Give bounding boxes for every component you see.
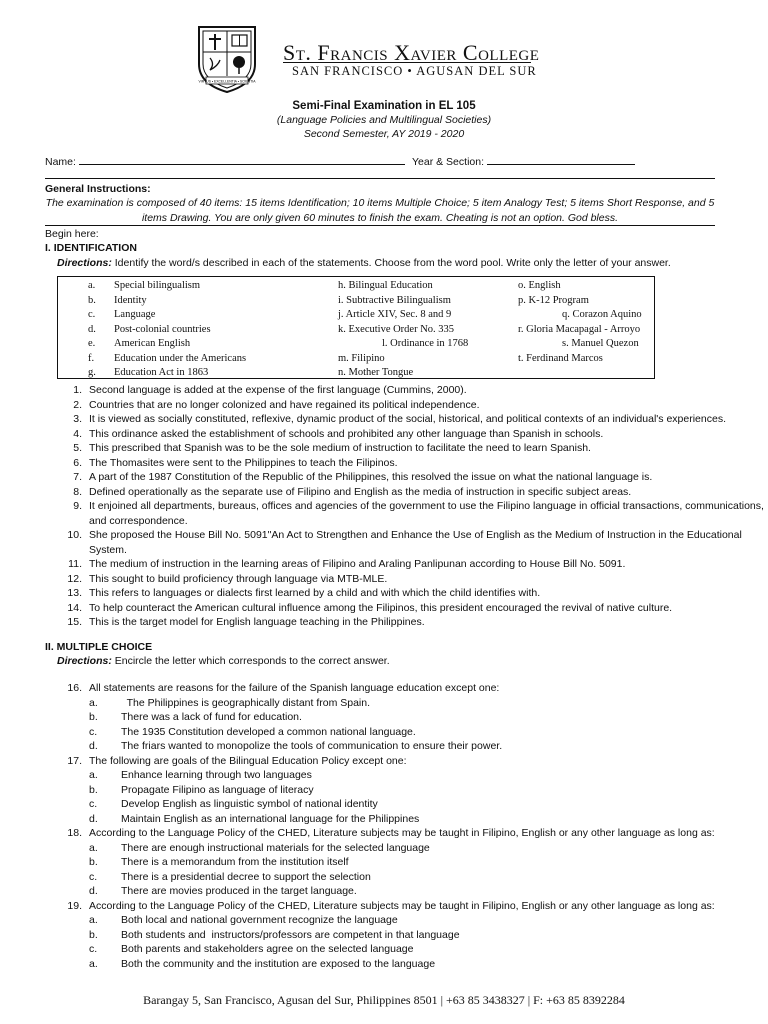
footer-address: Barangay 5, San Francisco, Agusan del Sur, Philippines 8501 | +63 85 3438327 | F: +63 85 8392284 bbox=[143, 993, 625, 1007]
item-text: According to the Language Policy of the CHED, Literature subjects may be taught in Filipino, English or any other language as long as: bbox=[89, 899, 715, 912]
item-number: 6. bbox=[73, 456, 82, 469]
question-item bbox=[57, 681, 715, 754]
word-pool-item bbox=[518, 352, 642, 367]
word-pool-letter: e. bbox=[88, 338, 96, 349]
college-location: SAN FRANCISCO • AGUSAN DEL SUR bbox=[292, 64, 537, 78]
item-text: According to the Language Policy of the CHED, Literature subjects may be taught in Filipino, English or any other language as long as: bbox=[89, 827, 715, 839]
item-number: 10. bbox=[67, 529, 82, 541]
item-number: 7. bbox=[73, 471, 82, 483]
answer-option[interactable] bbox=[89, 768, 715, 783]
option-text: There was a lack of fund for education. bbox=[121, 711, 302, 723]
word-pool-item bbox=[88, 294, 246, 309]
word-pool-item bbox=[518, 294, 642, 309]
word-pool-text: m. Filipino bbox=[338, 352, 385, 364]
word-pool-letter: d. bbox=[88, 323, 96, 335]
year-section-field bbox=[412, 154, 635, 168]
option-text: Develop English as linguistic symbol of national identity bbox=[121, 798, 378, 810]
word-pool-text: Language bbox=[114, 309, 156, 320]
item-text: This is the target model for English language teaching in the Philippines. bbox=[89, 616, 425, 628]
item-number: 16. bbox=[67, 682, 82, 694]
question-item bbox=[57, 456, 768, 471]
exam-term: Second Semester, AY 2019 - 2020 bbox=[303, 128, 465, 140]
option-text: Propagate Filipino as language of literacy bbox=[121, 783, 314, 796]
option-letter[interactable]: b. bbox=[89, 856, 98, 868]
word-pool-text: Education Act in 1863 bbox=[114, 367, 209, 378]
multiple-choice-items bbox=[57, 681, 715, 971]
answer-option[interactable] bbox=[89, 725, 715, 740]
word-pool-text: q. Corazon Aquino bbox=[562, 309, 642, 320]
item-number: 9. bbox=[73, 500, 82, 512]
word-pool-item bbox=[338, 337, 468, 352]
option-text: There are enough instructional materials for the selected language bbox=[121, 841, 430, 854]
answer-option[interactable] bbox=[89, 841, 715, 856]
word-pool-item bbox=[88, 323, 246, 338]
exam-subtitle: (Language Policies and Multilingual Societies) bbox=[276, 114, 492, 126]
word-pool-text: Special bilingualism bbox=[114, 280, 201, 291]
svg-text:VIRTUS • EXCELLENTIA • SCIENTI: VIRTUS • EXCELLENTIA • SCIENTIA bbox=[198, 79, 256, 84]
item-text: The medium of instruction in the learning areas of Filipino and Araling Panlipunan according to House Bill No. 5091. bbox=[89, 558, 626, 570]
directions-label: Directions: bbox=[57, 655, 112, 667]
question-item bbox=[57, 586, 768, 601]
item-text: This sought to build proficiency through language via MTB-MLE. bbox=[89, 572, 388, 585]
general-instructions-heading: General Instructions: bbox=[45, 183, 151, 195]
word-pool-text: Education under the Americans bbox=[114, 352, 247, 364]
word-pool-text: s. Manuel Quezon bbox=[562, 338, 639, 349]
option-letter[interactable]: a. bbox=[89, 957, 98, 970]
word-pool-item bbox=[88, 308, 246, 323]
question-item bbox=[57, 826, 715, 899]
question-item bbox=[57, 528, 768, 557]
item-text: It enjoined all departments, bureaus, offices and agencies of the government to use the Filipino language in official transactions, communications, and correspondence. bbox=[89, 500, 764, 527]
word-pool-item bbox=[338, 366, 468, 379]
item-text: This ordinance asked the establishment of schools and prohibited any other language than Spanish in schools. bbox=[89, 427, 604, 440]
answer-option[interactable] bbox=[89, 942, 715, 957]
question-item bbox=[57, 499, 768, 528]
header-rule bbox=[283, 62, 531, 63]
word-pool-column bbox=[88, 279, 246, 379]
divider bbox=[45, 225, 715, 226]
option-text: Both parents and stakeholders agree on the selected language bbox=[121, 943, 414, 955]
word-pool-text: j. Article XIV, Sec. 8 and 9 bbox=[338, 309, 452, 320]
item-text: This refers to languages or dialects first learned by a child and with which the child identifies with. bbox=[89, 587, 541, 599]
item-number: 13. bbox=[67, 587, 82, 599]
word-pool-letter: f. bbox=[88, 352, 95, 364]
item-text: Defined operationally as the separate use of Filipino and English as the media of instruction in specific subject areas. bbox=[89, 485, 632, 498]
item-number: 3. bbox=[73, 413, 82, 425]
word-pool-column bbox=[338, 279, 468, 379]
answer-option[interactable] bbox=[89, 812, 715, 827]
word-pool-item bbox=[518, 323, 642, 338]
year-section-label: Year & Section: bbox=[412, 156, 484, 168]
question-item bbox=[57, 412, 768, 427]
item-number: 4. bbox=[73, 427, 82, 440]
word-pool-text: Identity bbox=[114, 294, 147, 306]
document-header bbox=[0, 0, 768, 100]
word-pool-item bbox=[338, 294, 468, 309]
word-pool-text: t. Ferdinand Marcos bbox=[518, 352, 603, 364]
question-item bbox=[57, 615, 768, 630]
question-item bbox=[57, 557, 768, 572]
answer-option[interactable] bbox=[89, 797, 715, 812]
option-letter[interactable]: a. bbox=[89, 769, 98, 781]
word-pool-item bbox=[338, 279, 468, 294]
answer-option[interactable] bbox=[89, 913, 715, 928]
directions-label: Directions: bbox=[57, 257, 112, 269]
word-pool-letter: b. bbox=[88, 294, 96, 306]
item-text: Countries that are no longer colonized and have regained its political independence. bbox=[89, 398, 480, 411]
answer-option[interactable] bbox=[89, 710, 715, 725]
answer-option[interactable] bbox=[89, 928, 715, 943]
word-pool-text: l. Ordinance in 1768 bbox=[382, 338, 469, 349]
college-name: St. Francis Xavier College bbox=[283, 40, 540, 65]
word-pool-item bbox=[88, 337, 246, 352]
word-pool-item bbox=[518, 337, 642, 352]
item-number: 17. bbox=[67, 754, 82, 767]
name-field bbox=[45, 154, 405, 168]
word-pool-text: i. Subtractive Bilingualism bbox=[338, 294, 451, 306]
option-text: The Philippines is geographically distant from Spain. bbox=[121, 696, 371, 709]
option-letter[interactable]: c. bbox=[89, 798, 98, 810]
option-text: Maintain English as an international language for the Philippines bbox=[121, 812, 420, 825]
section-identification-directions bbox=[57, 257, 671, 269]
option-text: The 1935 Constitution developed a common national language. bbox=[121, 725, 416, 738]
item-number: 11. bbox=[68, 558, 82, 570]
word-pool-column bbox=[518, 279, 642, 366]
option-letter[interactable]: b. bbox=[89, 711, 98, 723]
word-pool-item bbox=[518, 308, 642, 323]
word-pool-text: k. Executive Order No. 335 bbox=[338, 323, 455, 335]
option-letter[interactable]: d. bbox=[89, 740, 98, 752]
item-number: 2. bbox=[73, 398, 82, 411]
word-pool-item bbox=[88, 352, 246, 367]
option-text: Both students and instructors/professors are competent in that language bbox=[121, 928, 460, 941]
option-letter[interactable]: b. bbox=[89, 928, 98, 941]
word-pool-item bbox=[338, 323, 468, 338]
item-number: 15. bbox=[67, 616, 82, 628]
question-item bbox=[57, 754, 715, 827]
name-blank[interactable] bbox=[79, 154, 405, 165]
option-text: There is a memorandum from the institution itself bbox=[121, 856, 349, 868]
answer-option[interactable] bbox=[89, 855, 715, 870]
question-item bbox=[57, 572, 768, 587]
item-text: She proposed the House Bill No. 5091"An Act to Strengthen and Enhance the Use of English as the Medium of Instruction in the Educational System. bbox=[89, 529, 742, 556]
word-pool-item bbox=[88, 279, 246, 294]
option-text: Both local and national government recognize the language bbox=[121, 914, 398, 926]
question-item bbox=[57, 485, 768, 500]
college-seal-icon bbox=[196, 24, 258, 94]
question-item bbox=[57, 899, 715, 972]
question-item bbox=[57, 383, 768, 398]
option-text: The friars wanted to monopolize the tools of communication to ensure their power. bbox=[121, 740, 503, 752]
section-identification-heading: I. IDENTIFICATION bbox=[45, 242, 137, 254]
item-text: Second language is added at the expense of the first language (Cummins, 2000). bbox=[89, 384, 467, 396]
item-number: 12. bbox=[67, 572, 82, 585]
word-pool-item bbox=[338, 352, 468, 367]
question-item bbox=[57, 601, 768, 616]
word-pool-text: o. English bbox=[518, 280, 561, 291]
option-text: There is a presidential decree to support the selection bbox=[121, 870, 371, 883]
option-letter[interactable]: d. bbox=[89, 885, 98, 897]
word-pool-item bbox=[338, 308, 468, 323]
option-letter[interactable]: c. bbox=[89, 870, 98, 883]
option-text: Both the community and the institution are exposed to the language bbox=[121, 957, 436, 970]
item-number: 14. bbox=[67, 601, 82, 614]
option-text: There are movies produced in the target language. bbox=[121, 885, 357, 897]
identification-items bbox=[57, 383, 768, 630]
section-multiple-choice-heading: II. MULTIPLE CHOICE bbox=[45, 641, 153, 653]
item-text: A part of the 1987 Constitution of the Republic of the Philippines, this resolved the issue on what the national language is. bbox=[89, 471, 653, 483]
word-pool-item bbox=[88, 366, 246, 379]
general-instructions-text: The examination is composed of 40 items: 15 items Identification; 10 items Multiple Choice; 5 item Analogy Test; 5 items Short Response, and 5 items Drawing. You are only given 60 minutes to finish the exam. Cheating is not an option. God bless. bbox=[45, 197, 715, 224]
option-letter[interactable]: b. bbox=[89, 783, 98, 796]
word-pool-text: r. Gloria Macapagal - Arroyo bbox=[518, 323, 641, 335]
option-letter[interactable]: d. bbox=[89, 812, 98, 825]
name-label: Name: bbox=[45, 156, 76, 168]
item-number: 19. bbox=[67, 899, 82, 912]
answer-option[interactable] bbox=[89, 739, 715, 754]
word-pool-text: h. Bilingual Education bbox=[338, 280, 433, 291]
question-item bbox=[57, 398, 768, 413]
question-item bbox=[57, 427, 768, 442]
option-letter[interactable]: c. bbox=[89, 943, 98, 955]
begin-label: Begin here: bbox=[45, 228, 99, 240]
item-number: 8. bbox=[73, 485, 82, 498]
item-number: 1. bbox=[73, 384, 82, 396]
directions-text: Identify the word/s described in each of the statements. Choose from the word pool. Write only the letter of your answer. bbox=[111, 257, 671, 269]
answer-option[interactable] bbox=[89, 884, 715, 899]
option-letter[interactable]: c. bbox=[89, 725, 98, 738]
item-text: It is viewed as socially constituted, reflexive, dynamic product of the social, historical, and political contexts of an individual's experiences. bbox=[89, 413, 726, 425]
word-pool-item bbox=[518, 279, 642, 294]
section-multiple-choice-directions bbox=[57, 655, 390, 667]
option-letter[interactable]: a. bbox=[89, 696, 98, 709]
answer-option[interactable] bbox=[89, 957, 715, 972]
word-pool-text: p. K-12 Program bbox=[518, 294, 589, 306]
word-pool-letter: g. bbox=[88, 367, 96, 378]
word-pool-text: n. Mother Tongue bbox=[338, 367, 414, 378]
answer-option[interactable] bbox=[89, 870, 715, 885]
item-text: The Thomasites were sent to the Philippines to teach the Filipinos. bbox=[89, 456, 398, 469]
divider bbox=[45, 178, 715, 179]
option-letter[interactable]: a. bbox=[89, 841, 98, 854]
exam-title: Semi-Final Examination in EL 105 bbox=[292, 100, 476, 112]
option-letter[interactable]: a. bbox=[89, 914, 98, 926]
item-number: 18. bbox=[67, 827, 82, 839]
word-pool bbox=[57, 276, 655, 379]
option-text: Enhance learning through two languages bbox=[121, 769, 312, 781]
item-number: 5. bbox=[73, 442, 82, 454]
word-pool-letter: c. bbox=[88, 309, 96, 320]
item-text: This prescribed that Spanish was to be the sole medium of instruction to facilitate the need to learn Spanish. bbox=[89, 442, 591, 454]
word-pool-letter: a. bbox=[88, 280, 96, 291]
question-item bbox=[57, 470, 768, 485]
year-section-blank[interactable] bbox=[487, 154, 635, 165]
item-text: The following are goals of the Bilingual Education Policy except one: bbox=[89, 754, 407, 767]
word-pool-text: Post-colonial countries bbox=[114, 323, 211, 335]
answer-option[interactable] bbox=[89, 783, 715, 798]
question-item bbox=[57, 441, 768, 456]
word-pool-text: American English bbox=[114, 338, 191, 349]
directions-text: Encircle the letter which corresponds to the correct answer. bbox=[111, 655, 390, 667]
answer-option[interactable] bbox=[89, 696, 715, 711]
item-text: All statements are reasons for the failure of the Spanish language education except one: bbox=[89, 682, 500, 694]
item-text: To help counteract the American cultural influence among the Filipinos, this president encouraged the revival of native culture. bbox=[89, 601, 673, 614]
